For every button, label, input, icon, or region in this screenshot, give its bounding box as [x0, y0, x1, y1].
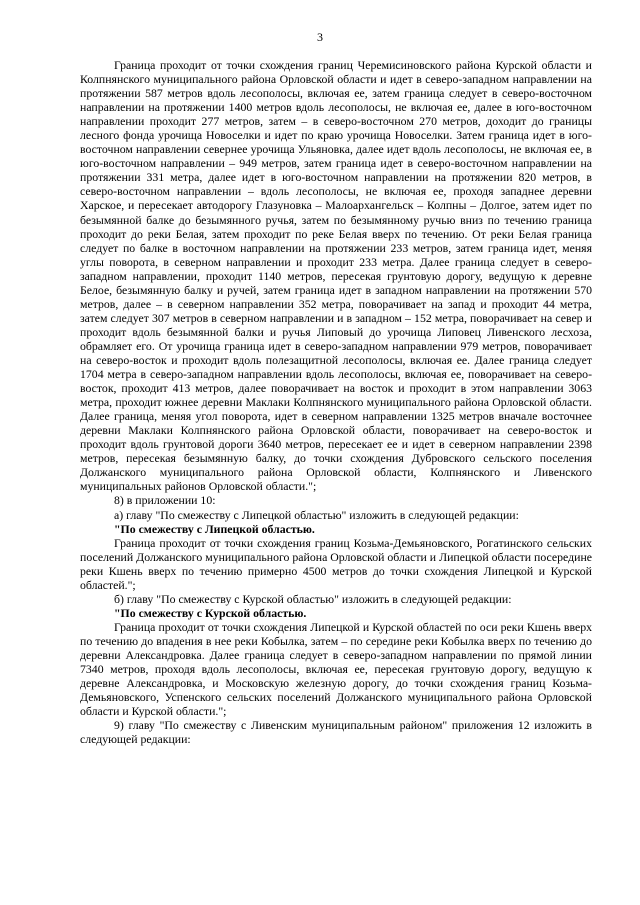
item-8-appendix-10: 8) в приложении 10: — [114, 493, 216, 508]
boundary-description-lipetsk-paragraph: Граница проходит от точки схождения границ Козьма-Демьяновского, Рогатинского сельских поселений Должанского муниципального района Орловской области и Липецкой области посередине реки Кшень вверх по течению примерно 4500 метров до точки схождения Липецкой и Курской областей."; — [80, 535, 592, 592]
document-body — [80, 58, 592, 746]
heading-lipetsk-region: "По смежеству с Липецкой областью. — [114, 521, 315, 536]
item-a-lipetsk-chapter: а) главу "По смежеству с Липецкой областью" изложить в следующей редакции: — [114, 507, 519, 522]
boundary-description-kursk-paragraph-2: Граница проходит от точки схождения Липецкой и Курской областей по оси реки Кшень вверх по течению до впадения в нее реки Кобылка, затем – по середине реки Кобылка вверх по течению до деревни Александровка. Далее граница следует в северо-западном направлении по прямой линии 7340 метров, проходя вдоль лесополосы, включая ее, пересекая грунтовую дорогу, ведущую к деревне Александровка, и Московскую железную дорогу, до точки схождения границ Козьма-Демьяновского, Успенского сельских поселений Должанского муниципального района Орловской области и Курской области."; — [80, 619, 592, 719]
page-number: 3 — [317, 30, 323, 44]
boundary-description-kursk-paragraph: Граница проходит от точки схождения границ Черемисиновского района Курской области и Колпнянского муниципального района Орловской области и идет в северо-западном направлении на протяжении 587 метров вдоль лесополосы, включая ее, затем граница следует в северо-восточном направлении на протяжении 1400 метров вдоль лесополосы, не включая ее, далее в юго-восточном направлении проходит 277 метров, затем – в северо-восточном 270 метров, доходит до границы лесного фонда урочища Новоселки и идет по краю урочища Новоселки. Затем граница идет в юго-восточном направлении севернее урочища Ульяновка, далее идет вдоль лесополосы, не включая ее, в юго-восточном направлении – 949 метров, затем граница идет в северо-восточном направлении на протяжении 331 метра, далее идет в юго-восточном направлении на протяжении 820 метров, в северо-восточном направлении – вдоль лесополосы, не включая ее, проходя западнее деревни Харское, и пересекает автодорогу Глазуновка – Малоархангельск – Колпны – Долгое, затем идет по безымянной балке до безымянного ручья, затем по безымянному ручью вниз по течению граница проходит до реки Белая, затем проходит по реке Белая вверх по течению. От реки Белая граница следует по балке в восточном направлении на протяжении 233 метров, затем граница идет, меняя углы поворота, в северном направлении и проходит 233 метра. Далее граница следует в северо-западном направлении, проходит 1140 метров, пересекая грунтовую дорогу, ведущую к деревне Белое, безымянную балку и ручей, затем граница идет в западном направлении на протяжении 570 метров, далее – в северном направлении 352 метра, поворачивает на запад и проходит 44 метра, затем следует 307 метров в северном направлении и в западном – 152 метра, поворачивает на север и проходит вдоль безымянной балки и ручья Липовый до урочища Липовец Ливенского лесхоза, обрамляет его. От урочища граница идет в северо-западном направлении 979 метров, поворачивает на северо-восток и проходит вдоль полезащитной лесополосы, включая ее. Далее граница следует 1704 метра в северо-западном направлении вдоль лесополосы, включая ее, поворачивает на северо-восток, проходит 413 метров, далее поворачивает на восток и проходит в этом направлении 3063 метра, проходит южнее деревни Маклаки Колпнянского муниципального района Орловской области. Далее граница, меняя угол поворота, идет в северном направлении 1325 метров вначале восточнее деревни Маклаки Колпнянского района Орловской области, поворачивает на северо-восток и проходит вдоль грунтовой дороги 3640 метров, пересекает ее и идет в северном направлении 2398 метров, пересекая безымянную балку, до точки схождения Дубровского сельского поселения Должанского муниципального района Орловской области, Колпнянского и Ливенского муниципальных районов Орловской области."; — [80, 58, 592, 494]
heading-kursk-region: "По смежеству с Курской областью. — [114, 605, 307, 620]
item-b-kursk-chapter: б) главу "По смежеству с Курской областью" изложить в следующей редакции: — [114, 591, 512, 606]
item-9-appendix-12: 9) главу "По смежеству с Ливенским муниципальным районом" приложения 12 изложить в следующей редакции: — [80, 718, 592, 747]
